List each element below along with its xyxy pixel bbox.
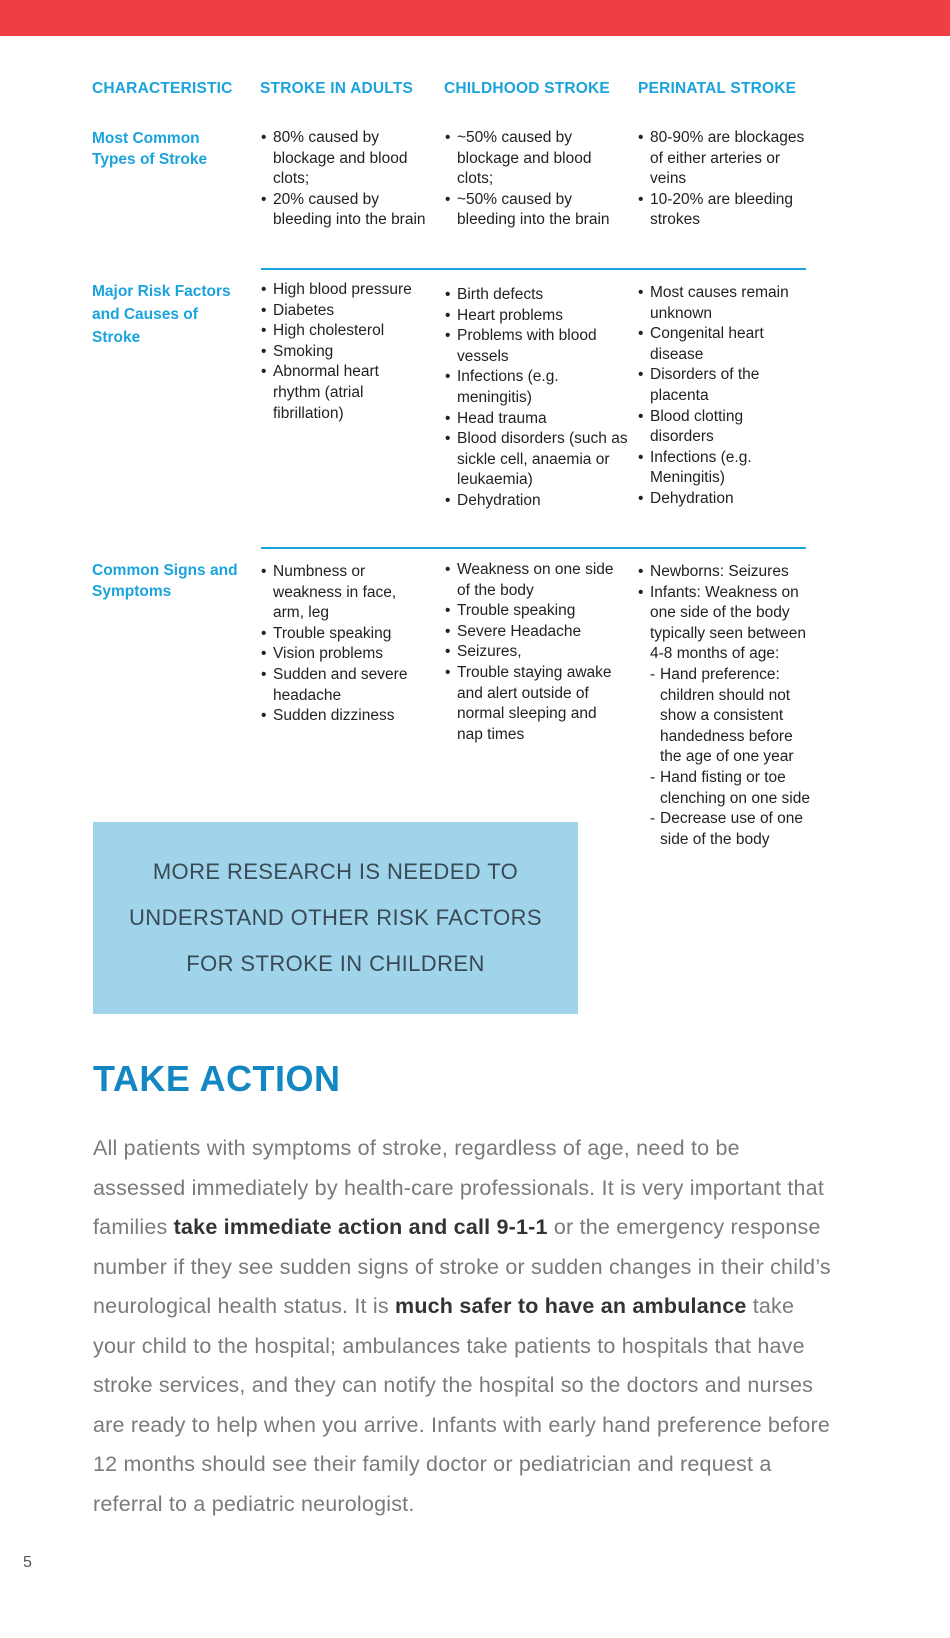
take-action-paragraph [93, 1129, 833, 1524]
list-item: • Trouble staying awake and alert outside of normal sleeping and nap times [445, 663, 620, 745]
list-item: • Diabetes [261, 301, 421, 322]
sub-list-item: - Decrease use of one side of the body [638, 809, 816, 850]
list-item: • ~50% caused by bleeding into the brain [445, 190, 630, 231]
list-item: • Dehydration [445, 491, 637, 512]
list-item: • Blood clotting disorders [638, 407, 808, 448]
research-callout [93, 822, 578, 1014]
callout-text: MORE RESEARCH IS NEEDED TO UNDERSTAND OTHER RISK FACTORS FOR STROKE IN CHILDREN [129, 859, 542, 976]
list-item: • Weakness on one side of the body [445, 560, 620, 601]
row-label-types: Most Common Types of Stroke [92, 130, 208, 168]
list-item: • Heart problems [445, 306, 637, 327]
row-divider [261, 547, 806, 549]
column-header-childhood: CHILDHOOD STROKE [444, 80, 610, 97]
top-accent-bar [0, 0, 950, 36]
list-item: • Newborns: Seizures [638, 562, 816, 583]
list-item: • Smoking [261, 342, 421, 363]
list-item: • Birth defects [445, 285, 637, 306]
row-label-risk-factors: Major Risk Factors and Causes of Stroke [92, 283, 231, 346]
cell-perinatal-types [638, 128, 813, 231]
column-header-perinatal: PERINATAL STROKE [638, 80, 797, 97]
cell-childhood-symptoms [445, 560, 620, 745]
list-item: • Severe Headache [445, 622, 620, 643]
list-item: • High blood pressure [261, 280, 421, 301]
list-item: • 80-90% are blockages of either arteries or veins [638, 128, 813, 190]
section-title: TAKE ACTION [93, 1058, 341, 1099]
column-header-adults: STROKE IN ADULTS [260, 80, 414, 97]
cell-childhood-types [445, 128, 630, 231]
list-item: • Dehydration [638, 489, 808, 510]
list-item: • ~50% caused by blockage and blood clots; [445, 128, 630, 190]
paragraph-text: or the emergency response number if they see sudden signs of stroke or sudden changes in their child’s neurological health status. It is [93, 1215, 831, 1318]
list-item: • Head trauma [445, 409, 637, 430]
cell-perinatal-risk [638, 283, 808, 510]
list-item: • 20% caused by bleeding into the brain [261, 190, 426, 231]
list-item: • Abnormal heart rhythm (atrial fibrillation) [261, 362, 421, 424]
list-item: • Blood disorders (such as sickle cell, anaemia or leukaemia) [445, 429, 637, 491]
emphasis-ambulance: much safer to have an ambulance [395, 1294, 747, 1318]
column-header-characteristic: CHARACTERISTIC [92, 80, 233, 97]
emphasis-call-911: take immediate action and call 9-1-1 [173, 1215, 548, 1239]
list-item: • 10-20% are bleeding strokes [638, 190, 813, 231]
cell-adults-symptoms [261, 562, 426, 727]
cell-childhood-risk [445, 285, 637, 512]
cell-adults-risk [261, 280, 421, 424]
list-item: • Numbness or weakness in face, arm, leg [261, 562, 426, 624]
list-item: • Infants: Weakness on one side of the body typically seen between 4-8 months of age: [638, 583, 816, 665]
list-item: • Sudden and severe headache [261, 665, 426, 706]
sub-list-item: - Hand preference: children should not show a consistent handedness before the age of one year [638, 665, 816, 768]
list-item: • Seizures, [445, 642, 620, 663]
list-item: • Trouble speaking [261, 624, 426, 645]
row-label-symptoms: Common Signs and Symptoms [92, 562, 238, 600]
list-item: • Problems with blood vessels [445, 326, 637, 367]
list-item: • High cholesterol [261, 321, 421, 342]
cell-perinatal-symptoms [638, 562, 816, 850]
paragraph-text: take your child to the hospital; ambulances take patients to hospitals that have stroke services, and they can notify the hospital so the doctors and nurses are ready to help when you arrive. Infants with early hand preference before 12 months should see their family doctor or pediatrician and request a referral to a pediatric neurologist. [93, 1294, 831, 1516]
list-item: • Infections (e.g. meningitis) [445, 367, 637, 408]
row-divider [261, 268, 806, 270]
list-item: • Disorders of the placenta [638, 365, 808, 406]
page-number: 5 [23, 1554, 32, 1571]
list-item: • Trouble speaking [445, 601, 620, 622]
sub-list-item: - Hand fisting or toe clenching on one side [638, 768, 816, 809]
list-item: • 80% caused by blockage and blood clots; [261, 128, 426, 190]
list-item: • Infections (e.g. Meningitis) [638, 448, 808, 489]
paragraph-text: All patients with symptoms of stroke, regardless of age, need to be assessed immediately by health-care professionals. It is very important that families [93, 1136, 824, 1239]
cell-adults-types [261, 128, 426, 231]
list-item: • Vision problems [261, 644, 426, 665]
list-item: • Most causes remain unknown [638, 283, 808, 324]
list-item: • Sudden dizziness [261, 706, 426, 727]
list-item: • Congenital heart disease [638, 324, 808, 365]
